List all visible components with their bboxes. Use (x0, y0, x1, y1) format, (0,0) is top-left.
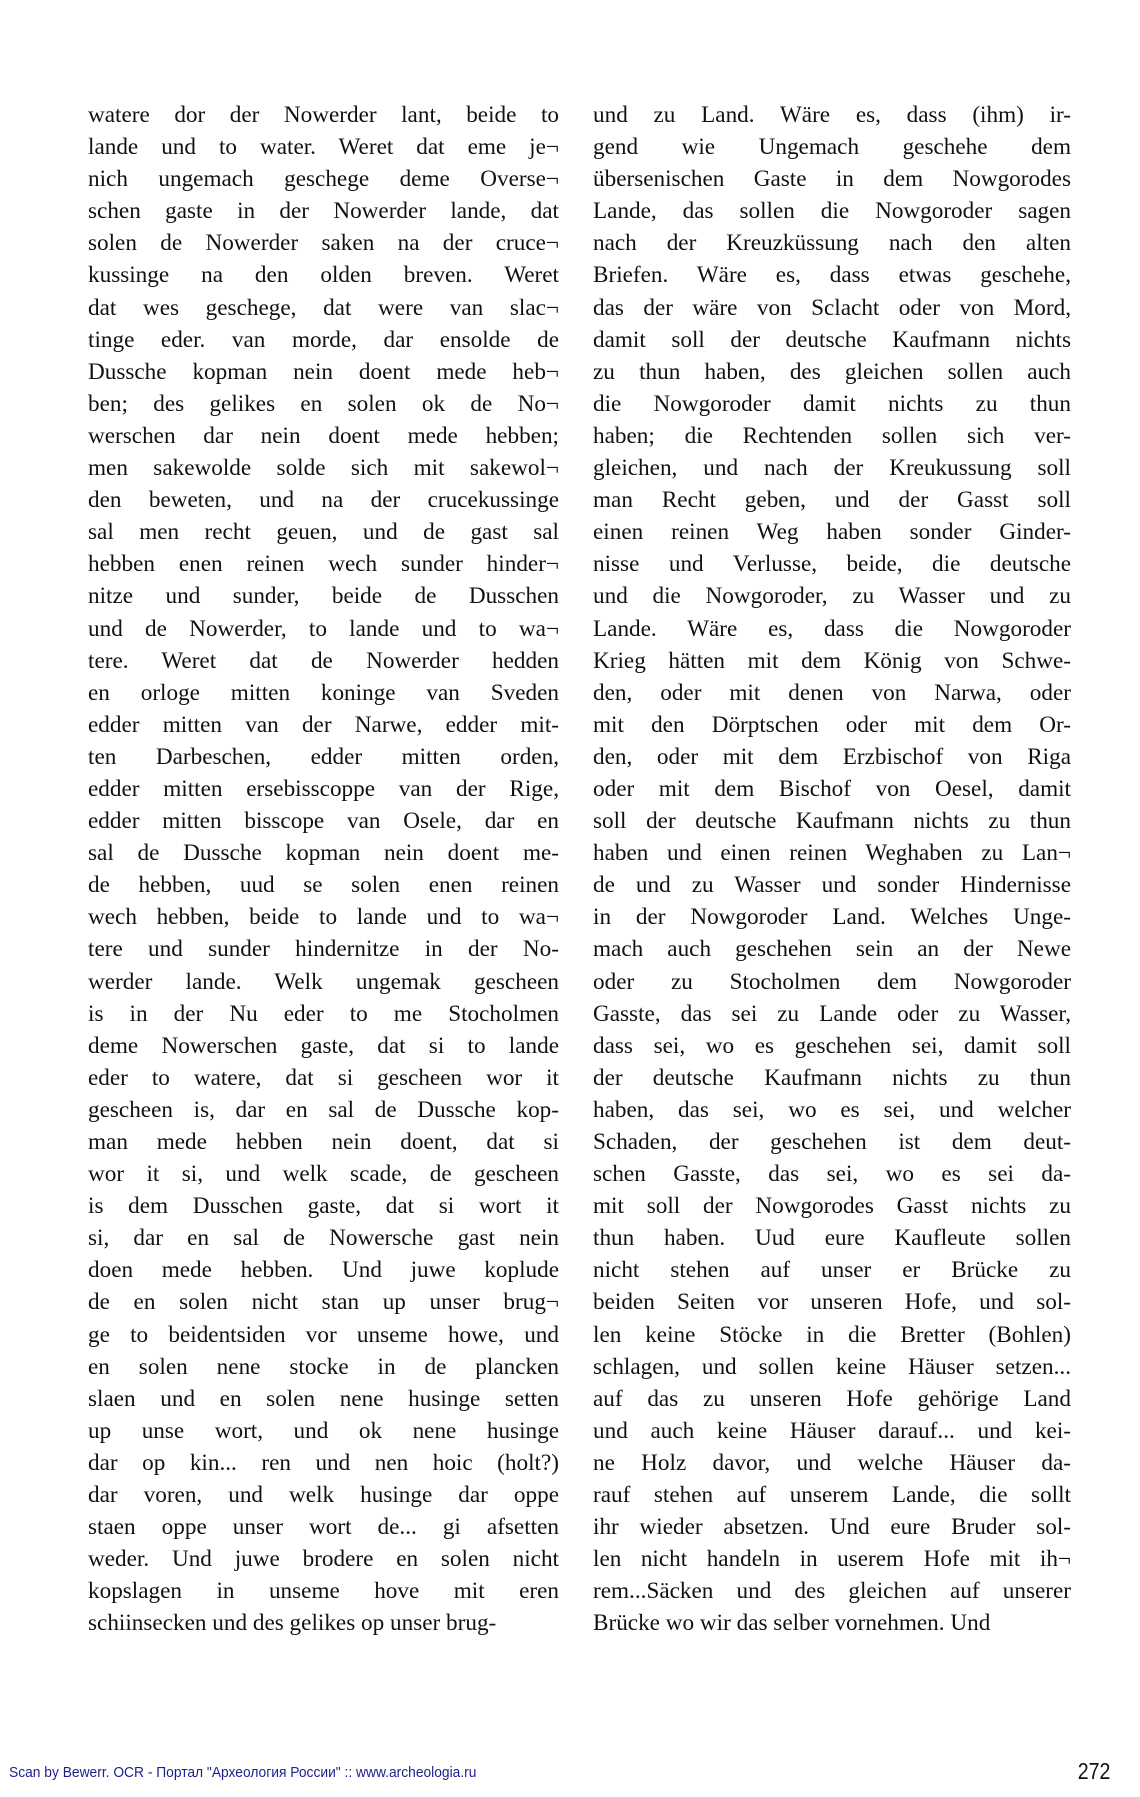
text-line: nach der Kreuzküssung nach den alten (593, 230, 1071, 257)
text-line: dass sei, wo es geschehen sei, damit soll (593, 1032, 1071, 1059)
text-line: wor it si, und welk scade, de gescheen (88, 1161, 559, 1188)
right-column-german-translation (593, 99, 1071, 1640)
text-line: gleichen, und nach der Kreukussung soll (593, 455, 1071, 482)
text-line: slaen und en solen nene husinge setten (88, 1385, 559, 1412)
text-line: nitze und sunder, beide de Dusschen (88, 583, 559, 610)
text-line: gescheen is, dar en sal de Dussche kop- (88, 1096, 559, 1123)
text-line: und zu Land. Wäre es, dass (ihm) ir- (593, 102, 1071, 128)
text-line: haben, das sei, wo es sei, und welcher (593, 1096, 1071, 1123)
text-line: schiinsecken und des gelikes op unser brug- (88, 1610, 497, 1637)
text-line: gend wie Ungemach geschehe dem (593, 134, 1071, 161)
text-line: rauf stehen auf unserem Lande, die sollt (593, 1482, 1071, 1509)
text-line: rem...Säcken und des gleichen auf unserer (593, 1578, 1071, 1605)
text-line: mit soll der Nowgorodes Gasst nichts zu (593, 1193, 1071, 1220)
text-line: tere. Weret dat de Nowerder hedden (88, 647, 559, 674)
text-line: is in der Nu eder to me Stocholmen (88, 1000, 559, 1027)
text-line: edder mitten van der Narwe, edder mit- (88, 711, 559, 738)
text-line: ne Holz davor, und welche Häuser da- (593, 1449, 1071, 1476)
text-line: wech hebben, beide to lande und to wa¬ (88, 904, 559, 931)
text-line: haben; die Rechtenden sollen sich ver- (593, 422, 1071, 449)
text-line: de hebben, uud se solen enen reinen (88, 872, 559, 899)
text-line: man Recht geben, und der Gasst soll (593, 487, 1071, 514)
text-line: werschen dar nein doent mede hebben; (88, 422, 559, 449)
text-line: weder. Und juwe brodere en solen nicht (88, 1546, 559, 1573)
text-line: ihr wieder absetzen. Und eure Bruder sol- (593, 1514, 1071, 1541)
text-line: Krieg hätten mit dem König von Schwe- (593, 647, 1071, 674)
text-line: ben; des gelikes en solen ok de No¬ (88, 390, 559, 417)
text-line: watere dor der Nowerder lant, beide to (88, 102, 559, 128)
text-line: dar op kin... ren und nen hoic (holt?) (88, 1449, 559, 1476)
text-line: schen gaste in der Nowerder lande, dat (88, 198, 559, 225)
text-line: Lande. Wäre es, dass die Nowgoroder (593, 615, 1071, 642)
text-line: tinge eder. van morde, dar ensolde de (88, 326, 559, 353)
text-line: schen Gasste, das sei, wo es sei da- (593, 1161, 1071, 1188)
text-line: en solen nene stocke in de plancken (88, 1353, 559, 1380)
text-line: man mede hebben nein doent, dat si (88, 1129, 559, 1155)
text-line: schlagen, und sollen keine Häuser setzen... (593, 1353, 1071, 1380)
text-line: nisse und Verlusse, beide, die deutsche (593, 551, 1071, 578)
text-line: das der wäre von Sclacht oder von Mord, (593, 294, 1071, 321)
text-line: ge to beidentsiden vor unseme howe, und (88, 1321, 559, 1348)
text-line: sal de Dussche kopman nein doent me- (88, 840, 559, 867)
text-line: Dussche kopman nein doent mede heb¬ (88, 358, 559, 385)
text-line: Brücke wo wir das selber vornehmen. Und (593, 1610, 991, 1637)
text-line: werder lande. Welk ungemak gescheen (88, 968, 559, 995)
text-line: lande und to water. Weret dat eme je¬ (88, 134, 559, 161)
text-line: oder mit dem Bischof von Oesel, damit (593, 775, 1071, 802)
text-line: de und zu Wasser und sonder Hindernisse (593, 872, 1071, 899)
text-line: nicht stehen auf unser er Brücke zu (593, 1257, 1071, 1284)
text-line: und de Nowerder, to lande und to wa¬ (88, 615, 559, 642)
text-line: den, oder mit denen von Narwa, oder (593, 679, 1071, 706)
text-line: dat wes geschege, dat were van slac¬ (88, 294, 559, 321)
text-line: nich ungemach geschege deme Overse¬ (88, 166, 559, 193)
text-line: damit soll der deutsche Kaufmann nichts (593, 326, 1071, 353)
text-line: kussinge na den olden breven. Weret (88, 262, 559, 289)
text-line: doen mede hebben. Und juwe koplude (88, 1257, 559, 1284)
text-line: mach auch geschehen sein an der Newe (593, 936, 1071, 963)
text-line: ten Darbeschen, edder mitten orden, (88, 743, 559, 770)
text-line: solen de Nowerder saken na der cruce¬ (88, 230, 559, 257)
text-line: haben und einen reinen Weghaben zu Lan¬ (593, 840, 1071, 867)
text-line: den beweten, und na der crucekussinge (88, 487, 559, 514)
text-line: tere und sunder hindernitze in der No- (88, 936, 559, 963)
text-line: der deutsche Kaufmann nichts zu thun (593, 1064, 1071, 1091)
text-line: die Nowgoroder damit nichts zu thun (593, 390, 1071, 417)
text-line: zu thun haben, des gleichen sollen auch (593, 358, 1071, 385)
text-line: soll der deutsche Kaufmann nichts zu thun (593, 808, 1071, 835)
text-line: len keine Stöcke in die Bretter (Bohlen) (593, 1321, 1071, 1348)
text-line: hebben enen reinen wech sunder hinder¬ (88, 551, 559, 578)
text-line: beiden Seiten vor unseren Hofe, und sol- (593, 1289, 1071, 1316)
text-line: und auch keine Häuser darauf... und kei- (593, 1417, 1071, 1444)
text-line: oder zu Stocholmen dem Nowgoroder (593, 968, 1071, 995)
text-line: in der Nowgoroder Land. Welches Unge- (593, 904, 1071, 931)
text-line: thun haben. Uud eure Kaufleute sollen (593, 1225, 1071, 1252)
text-line: kopslagen in unseme hove mit eren (88, 1578, 559, 1605)
text-line: is dem Dusschen gaste, dat si wort it (88, 1193, 559, 1220)
text-line: edder mitten ersebisscoppe van der Rige, (88, 775, 559, 802)
text-line: sal men recht geuen, und de gast sal (88, 519, 559, 546)
text-line: en orloge mitten koninge van Sveden (88, 679, 559, 706)
text-line: len nicht handeln in userem Hofe mit ih¬ (593, 1546, 1071, 1573)
footer-scan-credit: Scan by Bewerr. OCR - Портал "Археология России" :: www.archeologia.ru (9, 1764, 477, 1781)
text-line: staen oppe unser wort de... gi afsetten (88, 1514, 559, 1541)
left-column-low-german-text (88, 99, 559, 1640)
text-line: de en solen nicht stan up unser brug¬ (88, 1289, 559, 1316)
text-line: Gasste, das sei zu Lande oder zu Wasser, (593, 1000, 1071, 1027)
text-line: Schaden, der geschehen ist dem deut- (593, 1129, 1071, 1155)
text-line: den, oder mit dem Erzbischof von Riga (593, 743, 1071, 770)
text-line: edder mitten bisscope van Osele, dar en (88, 808, 559, 835)
text-line: mit den Dörptschen oder mit dem Or- (593, 711, 1071, 738)
text-line: men sakewolde solde sich mit sakewol¬ (88, 455, 559, 482)
text-line: und die Nowgoroder, zu Wasser und zu (593, 583, 1071, 610)
text-line: Briefen. Wäre es, dass etwas geschehe, (593, 262, 1071, 289)
page-number: 272 (1077, 1758, 1110, 1784)
text-line: übersenischen Gaste in dem Nowgorodes (593, 166, 1071, 193)
text-line: einen reinen Weg haben sonder Ginder- (593, 519, 1071, 546)
text-line: si, dar en sal de Nowersche gast nein (88, 1225, 559, 1252)
text-line: Lande, das sollen die Nowgoroder sagen (593, 198, 1071, 225)
text-line: deme Nowerschen gaste, dat si to lande (88, 1032, 559, 1059)
text-line: dar voren, und welk husinge dar oppe (88, 1482, 559, 1509)
text-line: up unse wort, und ok nene husinge (88, 1417, 559, 1444)
text-line: auf das zu unseren Hofe gehörige Land (593, 1385, 1071, 1412)
text-line: eder to watere, dat si gescheen wor it (88, 1064, 559, 1091)
